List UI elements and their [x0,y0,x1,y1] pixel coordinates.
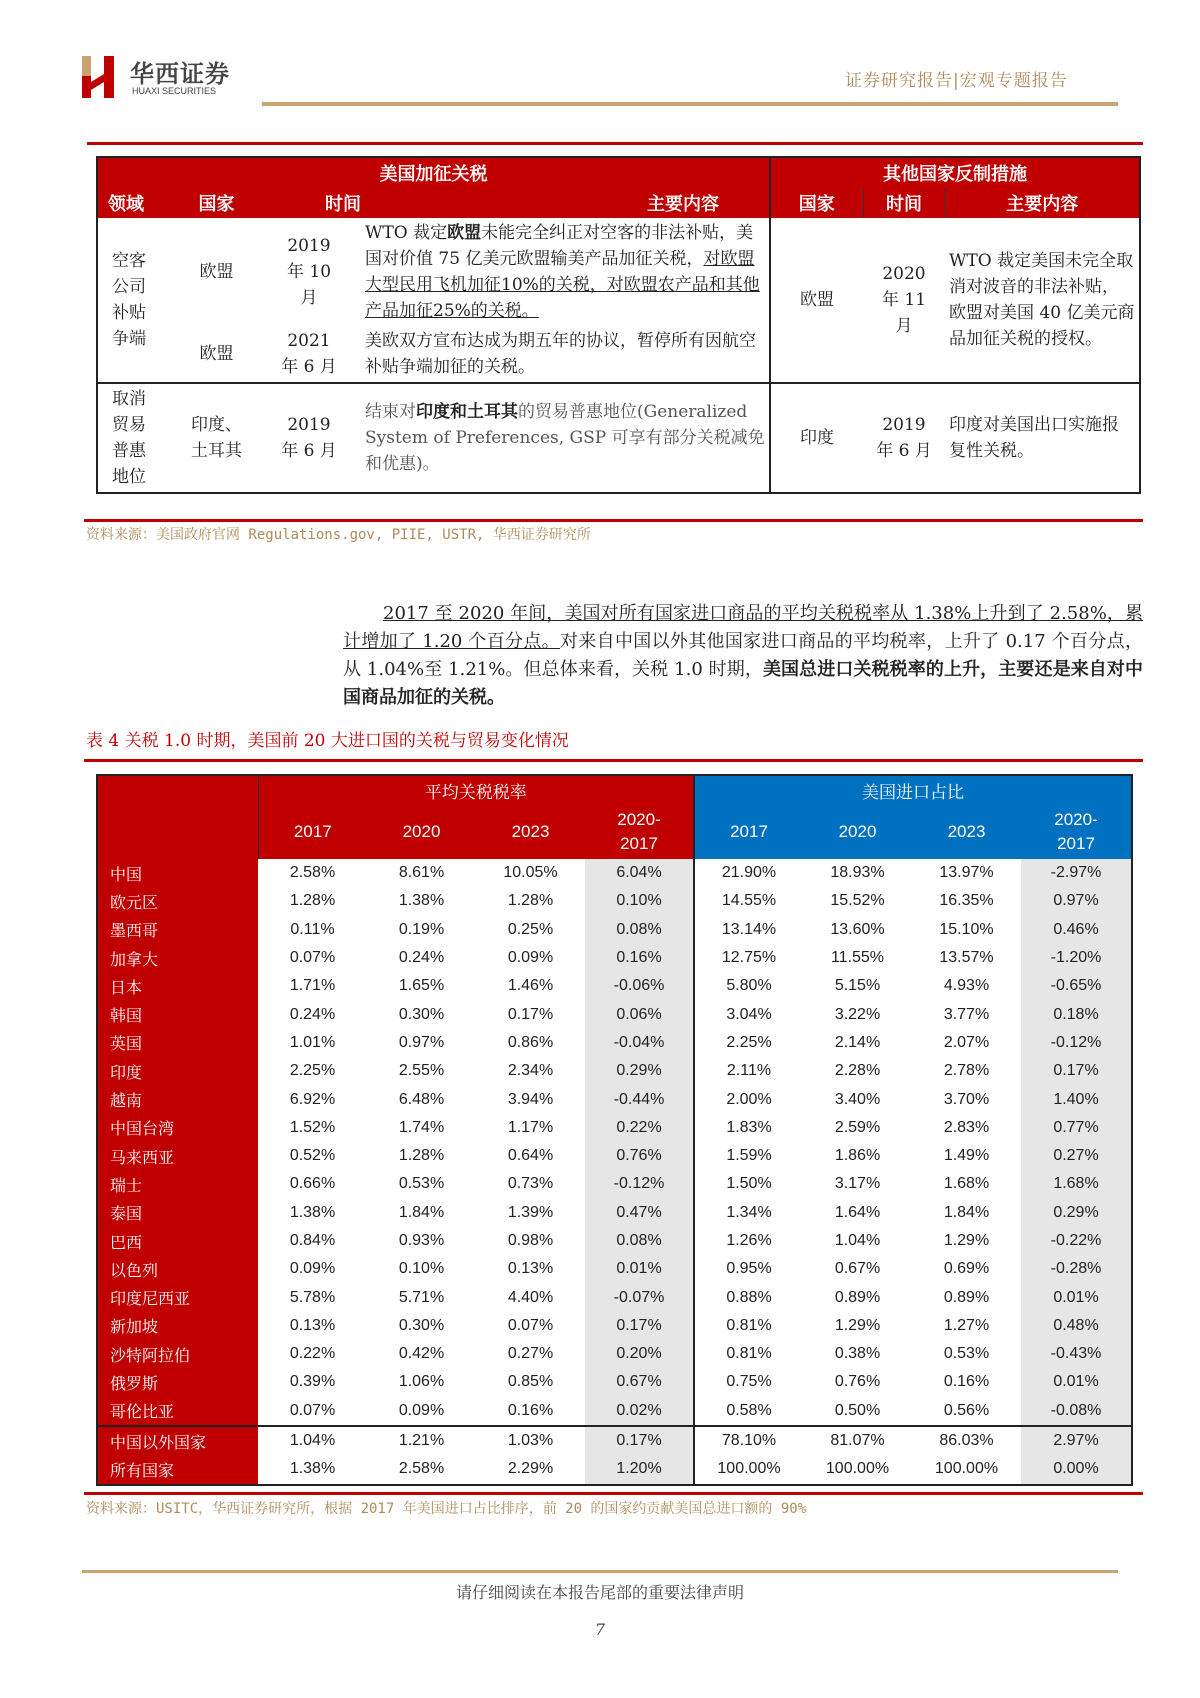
other-country-cell: 印度 [770,383,863,493]
share-cell: 1.86% [834,1147,881,1165]
report-type: 证券研究报告|宏观专题报告 [845,71,1068,91]
share-cell: 0.48% [1021,1312,1132,1340]
share-cell: 0.89% [834,1288,881,1306]
share-cell: 1.68% [943,1175,990,1193]
content-cell: 美欧双方宣布达成为期五年的协议，暂停所有因航空补贴争端加征的关税。 [365,331,756,377]
share-cell: 2.07% [943,1033,990,1051]
year-header: 2023 [912,805,1021,859]
share-cell: -1.20% [1021,944,1132,972]
tariff-cell: 0.30% [398,1005,445,1023]
tariff-cell: 0.27% [507,1345,554,1363]
tariff-cell: 0.19% [398,920,445,938]
group-header-us-tariffs: 美国加征关税 [97,157,770,188]
share-cell: 3.70% [943,1090,990,1108]
footer-divider [82,1570,1118,1573]
tariff-cell: 0.22% [585,1114,694,1142]
huaxi-logo-icon [82,56,118,98]
country-name-cell: 越南 [97,1085,258,1113]
content-text: WTO 裁定 [365,223,448,243]
table-row [97,1142,1132,1170]
share-cell: 0.16% [943,1373,990,1391]
tariff-cell: 0.13% [507,1260,554,1278]
tariff-cell: 0.09% [507,949,554,967]
tariff-cell: 0.16% [507,1401,554,1419]
table2-source: 资料来源：USITC，华西证券研究所，根据 2017 年美国进口占比排序，前 20 的国家约贡献美国总进口额的 90% [86,1501,807,1517]
share-cell: 0.81% [694,1340,803,1368]
tariff-cell: 1.65% [398,977,445,995]
tariff-cell: 1.20% [585,1455,694,1484]
tariff-cell: 0.85% [507,1373,554,1391]
share-cell: 0.69% [943,1260,990,1278]
share-cell: 2.97% [1021,1426,1132,1455]
tariff-cell: 1.17% [507,1118,554,1136]
tariff-cell: 1.03% [476,1426,585,1455]
tariff-cell: 1.52% [289,1118,336,1136]
country-name-cell: 俄罗斯 [97,1368,258,1396]
share-cell: 21.90% [694,859,803,887]
tariff-cell: 0.53% [398,1175,445,1193]
share-cell: 0.17% [1021,1057,1132,1085]
tariff-cell: 0.39% [289,1373,336,1391]
domain-text: 取消贸易普惠地位 [112,389,146,487]
table2-top-rule [84,759,1143,762]
tariff-cell: 1.01% [289,1033,336,1051]
tariff-cell: 0.66% [289,1175,336,1193]
country-cell: 欧盟 [199,262,234,282]
table-row [97,1170,1132,1198]
tariff-cell: 1.38% [398,892,445,910]
logo-english-name: HUAXI SECURITIES [132,86,217,96]
tariff-cell: 0.67% [585,1368,694,1396]
year-header: 2020 [367,805,476,859]
legal-disclaimer: 请仔细阅读在本报告尾部的重要法律声明 [455,1583,744,1602]
table-row [97,1227,1132,1255]
tariff-cell: 0.08% [585,1227,694,1255]
tariff-cell: 1.74% [398,1118,445,1136]
tariff-cell: 6.04% [585,859,694,887]
share-cell: 0.88% [694,1283,803,1311]
country-name-cell: 印度 [97,1057,258,1085]
share-cell: 0.00% [1021,1455,1132,1484]
share-cell: 0.76% [834,1373,881,1391]
table-row [97,1368,1132,1396]
paragraph-bold: 美国总进口关税税率的上升，主要还是来自对中国商品加征的关税。 [343,659,1143,708]
content-cell [361,383,770,493]
paragraph-underlined: 2017 至 2020 年间，美国对所有国家进口商品的平均关税税率从 1.38%上升到了 2.58%，累计增加了 1.20 个百分点。 [343,603,1143,652]
share-cell: -2.97% [1021,859,1132,887]
table-row [97,1312,1132,1340]
country-cell: 欧盟 [199,344,234,364]
country-name-cell: 韩国 [97,1000,258,1028]
logo-chinese-name: 华西证券 [130,59,230,88]
tariff-cell: 10.05% [503,864,558,882]
tariff-cell: 0.16% [585,944,694,972]
tariff-cell: 5.78% [289,1288,336,1306]
tariff-cell: 0.02% [585,1397,694,1426]
tariff-cell: 0.10% [398,1260,445,1278]
share-cell: -0.65% [1021,972,1132,1000]
country-name-cell: 英国 [97,1029,258,1057]
share-cell: 13.60% [830,920,885,938]
share-cell: 3.22% [834,1005,881,1023]
table-row [97,1255,1132,1283]
domain-cell [97,383,176,493]
share-cell: 1.04% [834,1232,881,1249]
tariff-cell: 1.21% [367,1426,476,1455]
time-text: 2019 年 10 月 [286,236,332,308]
col-header-time: 时间 [257,188,361,218]
share-cell: 15.10% [939,920,994,938]
share-cell: 1.64% [834,1203,881,1221]
share-cell: 15.52% [830,892,885,910]
share-cell: 5.80% [694,972,803,1000]
share-cell: 2.78% [943,1062,990,1080]
content-underlined: 对欧盟大型民用飞机加征10%的关税，对欧盟农产品和其他产品加征25%的关税。 [365,249,760,321]
table-row [97,916,1132,944]
share-cell: 13.57% [939,949,994,967]
table2-caption: 表 4 关税 1.0 时期，美国前 20 大进口国的关税与贸易变化情况 [86,731,569,751]
share-cell: 1.59% [694,1142,803,1170]
share-cell: 1.40% [1021,1085,1132,1113]
tariff-cell: 0.25% [507,920,554,938]
diff-header-text: 2020-2017 [1054,810,1098,853]
country-name-cell: 新加坡 [97,1312,258,1340]
share-cell: 3.40% [834,1090,881,1108]
content-cell [361,218,770,326]
tariff-cell: 0.97% [398,1033,445,1051]
share-cell: 1.26% [694,1227,803,1255]
country-name-cell: 日本 [97,972,258,1000]
table1-top-rule [87,142,1143,145]
tariff-cell: 0.13% [289,1316,336,1334]
tariff-cell: 0.17% [585,1426,694,1455]
tariff-cell: 1.39% [507,1203,554,1221]
col-header-country: 国家 [176,188,257,218]
country-name-cell: 中国 [97,859,258,887]
share-cell: 0.58% [694,1397,803,1426]
table-row [97,1057,1132,1085]
other-content-cell: 印度对美国出口实施报复性关税。 [945,383,1140,493]
share-cell: 16.35% [939,892,994,910]
col-header-domain: 领域 [97,188,176,218]
table1-bottom-rule [84,519,1143,522]
country-name-cell: 巴西 [97,1227,258,1255]
share-cell: 0.56% [943,1401,990,1419]
tariff-cell: 1.28% [289,892,336,910]
share-cell: 0.29% [1021,1199,1132,1227]
content-text: 结束对 [365,402,416,422]
tariff-cell: 0.09% [289,1260,336,1278]
share-cell: 0.67% [834,1260,881,1278]
other-time-text: 2019 年 6 月 [876,415,932,461]
domain-cell [97,218,176,383]
tariff-cell: 0.29% [585,1057,694,1085]
country-name-cell: 加拿大 [97,944,258,972]
tariff-cell: 2.55% [398,1062,445,1080]
table2-bottom-rule [84,1492,1143,1495]
other-time-text: 2020 年 11 月 [881,264,927,336]
diff-header [585,805,694,859]
share-cell: 0.18% [1021,1000,1132,1028]
time-text: 2021 年 6 月 [281,331,337,377]
tariff-cell: 0.07% [289,949,336,967]
tariff-cell: 0.24% [289,1005,336,1023]
share-cell: 1.27% [943,1316,990,1334]
tariff-cell: 0.10% [585,887,694,915]
tariff-cell: 0.07% [507,1316,554,1334]
share-cell: 78.10% [694,1426,803,1455]
other-time-cell [863,218,945,383]
share-cell: 0.50% [834,1401,881,1419]
country-header [97,775,258,859]
diff-header [1021,805,1132,859]
body-paragraph [343,600,1143,712]
year-header: 2017 [694,805,803,859]
tariff-cell: 2.25% [289,1062,336,1080]
tariff-cell: 6.48% [398,1090,445,1108]
country-name-cell: 所有国家 [97,1455,258,1484]
share-cell: -0.08% [1021,1397,1132,1426]
share-cell: 0.77% [1021,1114,1132,1142]
share-cell: 2.59% [834,1118,881,1136]
share-cell: 4.93% [943,977,990,995]
share-cell: -0.28% [1021,1255,1132,1283]
other-content-cell: WTO 裁定美国未完全取消对波音的非法补贴，欧盟对美国 40 亿美元商品加征关税的授权。 [949,251,1135,349]
tariff-cell: 1.71% [289,977,336,995]
tariff-cell: 1.46% [507,977,554,995]
table-row [97,859,1132,887]
group-header-share: 美国进口占比 [694,775,1132,805]
table-row [97,887,1132,915]
tariff-cell: 0.20% [585,1340,694,1368]
tariff-cell: 0.98% [507,1232,554,1249]
share-cell: 0.27% [1021,1142,1132,1170]
table-row [97,1085,1132,1113]
tariff-cell: 0.93% [398,1232,445,1249]
share-cell: 0.53% [943,1345,990,1363]
tariff-cell: 6.92% [289,1090,336,1108]
share-cell: 81.07% [803,1426,912,1455]
share-cell: 14.55% [694,887,803,915]
page-number: 7 [594,1620,606,1639]
table-row [97,1000,1132,1028]
tariff-cell: 1.06% [398,1373,445,1391]
tariff-cell: 2.34% [507,1062,554,1080]
time-cell [257,383,361,493]
country-name-cell: 墨西哥 [97,916,258,944]
table1-source: 资料来源：美国政府官网 Regulations.gov, PIIE, USTR, 华西证券研究所 [86,527,591,543]
share-cell: 2.25% [694,1029,803,1057]
share-cell: 0.38% [834,1345,881,1363]
share-cell: 2.00% [694,1085,803,1113]
table-row [97,1426,1132,1455]
share-cell: 2.83% [943,1118,990,1136]
tariff-cell: 1.28% [507,892,554,910]
tariff-cell: 2.58% [398,1460,445,1478]
tariff-cell: 0.30% [398,1316,445,1334]
domain-text: 空客公司补贴争端 [112,251,146,349]
tariff-cell: 0.07% [289,1401,336,1419]
tariff-cell: 0.09% [398,1401,445,1419]
country-text: 印度、土耳其 [191,415,242,461]
group-header-countermeasures: 其他国家反制措施 [770,157,1140,188]
tariff-cell: 0.47% [585,1199,694,1227]
col-header-content: 主要内容 [361,188,770,218]
share-cell: -0.43% [1021,1340,1132,1368]
tariff-cell: 0.22% [289,1345,336,1363]
time-cell [257,218,361,326]
tariff-cell: 0.17% [585,1312,694,1340]
country-name-cell: 泰国 [97,1199,258,1227]
country-name-cell: 沙特阿拉伯 [97,1340,258,1368]
tariff-cell: -0.07% [585,1283,694,1311]
country-name-cell: 以色列 [97,1255,258,1283]
tariff-cell: 3.94% [507,1090,554,1108]
tariff-cell: 0.01% [585,1255,694,1283]
country-name-cell: 中国以外国家 [97,1426,258,1455]
tariff-cell: 5.71% [398,1288,445,1306]
tariff-cell: 0.42% [398,1345,445,1363]
share-cell: 0.01% [1021,1368,1132,1396]
share-cell: 0.95% [694,1255,803,1283]
tariff-measures-table [96,156,1141,494]
share-cell: 3.04% [694,1000,803,1028]
other-country-cell: 欧盟 [770,218,863,383]
share-cell: -0.22% [1021,1227,1132,1255]
table2-body [97,859,1132,1485]
share-cell: 86.03% [912,1426,1021,1455]
header-divider [262,102,1118,106]
tariff-cell: 0.52% [289,1147,336,1165]
share-cell: 1.68% [1021,1170,1132,1198]
table-row [97,1199,1132,1227]
content-bold: 印度和土耳其 [416,402,518,422]
tariff-cell: 0.64% [507,1147,554,1165]
tariff-cell: 0.06% [585,1000,694,1028]
share-cell: 1.34% [694,1199,803,1227]
content-text: 的贸易普惠地位(Generalized System of Preferences, GSP 可享有部分关税减免和优惠)。 [365,402,765,474]
year-header: 2020 [803,805,912,859]
col-header-other-time: 时间 [863,188,945,218]
share-cell: 13.97% [939,864,994,882]
tariff-cell: 0.73% [507,1175,554,1193]
time-cell [257,326,361,383]
tariff-cell: 0.76% [585,1142,694,1170]
country-name-cell: 瑞士 [97,1170,258,1198]
share-cell: 12.75% [694,944,803,972]
year-header: 2017 [258,805,367,859]
share-cell: 100.00% [825,1460,890,1478]
country-name-cell: 哥伦比亚 [97,1397,258,1426]
table-row [97,1455,1132,1484]
table-row [97,1340,1132,1368]
tariff-cell: 2.29% [507,1460,554,1478]
country-name-cell: 欧元区 [97,887,258,915]
share-cell: 0.89% [943,1288,990,1306]
tariff-cell: 0.08% [585,916,694,944]
tariff-cell: 8.61% [398,864,445,882]
tariff-cell: 1.84% [398,1203,445,1221]
table-row [97,1397,1132,1426]
table-row [97,1283,1132,1311]
tariff-cell: 1.38% [289,1460,336,1478]
tariff-cell: 4.40% [507,1288,554,1306]
tariff-cell: 0.86% [507,1033,554,1051]
table-row [97,972,1132,1000]
share-cell: 2.28% [834,1062,881,1080]
other-time-cell [863,383,945,493]
share-cell: 18.93% [830,864,885,882]
table-row [97,1114,1132,1142]
country-cell [176,383,257,493]
country-name-cell: 马来西亚 [97,1142,258,1170]
table-row [97,1029,1132,1057]
paragraph-text: 对来自中国以外其他国家进口商品的平均税率，上升了 0.17 个百分点，从 1.04%至 1.21%。但总体来看，关税 1.0 时期， [343,631,1143,680]
share-cell: 3.77% [943,1005,990,1023]
share-cell: 1.50% [694,1170,803,1198]
country-name-cell: 印度尼西亚 [97,1283,258,1311]
country-name-cell: 中国台湾 [97,1114,258,1142]
share-cell: 1.49% [943,1147,990,1165]
tariff-cell: 1.28% [398,1147,445,1165]
tariff-cell: 2.58% [289,864,336,882]
share-cell: 1.29% [943,1232,990,1249]
share-cell: 100.00% [934,1460,999,1478]
share-cell: 3.17% [834,1175,881,1193]
time-text: 2019 年 6 月 [281,415,337,461]
share-cell: 2.11% [694,1057,803,1085]
tariff-cell: -0.04% [585,1029,694,1057]
table-row [97,944,1132,972]
share-cell: -0.12% [1021,1029,1132,1057]
tariff-cell: -0.06% [585,972,694,1000]
share-cell: 0.75% [694,1368,803,1396]
diff-header-text: 2020-2017 [617,810,661,853]
tariff-cell: -0.44% [585,1085,694,1113]
share-cell: 5.15% [834,977,881,995]
content-bold: 欧盟 [447,223,482,243]
tariff-cell: 1.38% [289,1203,336,1221]
tariff-cell: 0.24% [398,949,445,967]
share-cell: 100.00% [694,1455,803,1484]
share-cell: 2.14% [834,1033,881,1051]
group-header-tariff: 平均关税税率 [258,775,694,805]
tariff-cell: 1.04% [258,1426,367,1455]
share-cell: 0.97% [1021,887,1132,915]
tariff-cell: -0.12% [585,1170,694,1198]
col-header-other-country: 国家 [770,188,863,218]
share-cell: 11.55% [830,949,885,967]
content-text: 未能完全纠正对空客的非法补贴，美国对价值 75 亿美元欧盟输美产品加征关税， [365,223,754,269]
tariff-cell: 0.17% [507,1005,554,1023]
col-header-other-content: 主要内容 [945,188,1140,218]
share-cell: 0.46% [1021,916,1132,944]
share-cell: 13.14% [694,916,803,944]
year-header: 2023 [476,805,585,859]
share-cell: 1.29% [834,1316,881,1334]
tariff-cell: 0.84% [289,1232,336,1249]
tariff-trade-table [96,774,1133,1486]
share-cell: 1.83% [694,1114,803,1142]
share-cell: 0.81% [694,1312,803,1340]
tariff-cell: 0.11% [290,920,335,938]
share-cell: 0.01% [1021,1283,1132,1311]
share-cell: 1.84% [943,1203,990,1221]
